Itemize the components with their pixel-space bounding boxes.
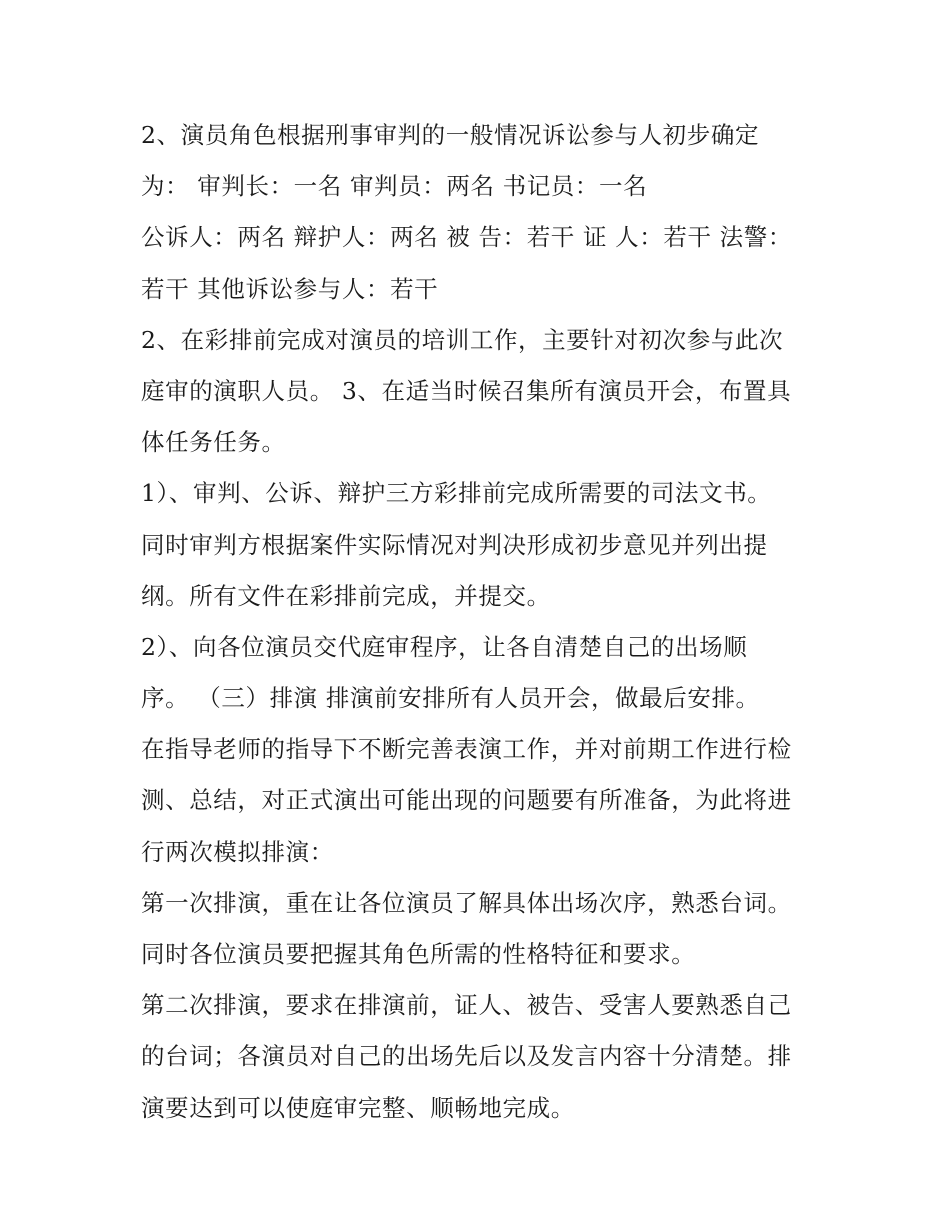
text-line: 体任务任务。 (141, 428, 286, 457)
text-line: 纲。所有文件在彩排前完成，并提交。 (141, 581, 551, 610)
text-line: 2）、向各位演员交代庭审程序，让各自清楚自己的出场顺 (141, 632, 748, 661)
text-line: 庭审的演职人员。 3、在适当时候召集所有演员开会，布置具 (141, 376, 792, 405)
text-line: 第二次排演，要求在排演前，证人、被告、受害人要熟悉自己 (141, 991, 792, 1020)
text-line: 为： 审判长：一名 审判员：两名 书记员：一名 (141, 172, 648, 201)
text-line: 测、总结，对正式演出可能出现的问题要有所准备，为此将进 (141, 786, 792, 815)
body-text (141, 110, 821, 1134)
text-line: 行两次模拟排演： (141, 837, 334, 866)
text-line: 第一次排演，重在让各位演员了解具体出场次序，熟悉台词。 (141, 888, 792, 917)
text-line: 若干 其他诉讼参与人：若干 (141, 274, 439, 303)
text-line: 演要达到可以使庭审完整、顺畅地完成。 (141, 1093, 575, 1122)
text-line: 公诉人：两名 辩护人：两名 被 告：若干 证 人：若干 法警： (141, 223, 792, 252)
text-line: 的台词；各演员对自己的出场先后以及发言内容十分清楚。排 (141, 1042, 792, 1071)
text-line: 2、在彩排前完成对演员的培训工作，主要针对初次参与此次 (141, 325, 784, 354)
text-line: 1）、审判、公诉、辩护三方彩排前完成所需要的司法文书。 (141, 479, 772, 508)
text-line: 同时审判方根据案件实际情况对判决形成初步意见并列出提 (141, 530, 768, 559)
text-line: 2、演员角色根据刑事审判的一般情况诉讼参与人初步确定 (141, 121, 760, 149)
text-line: 在指导老师的指导下不断完善表演工作，并对前期工作进行检 (141, 735, 792, 764)
text-line: 同时各位演员要把握其角色所需的性格特征和要求。 (141, 940, 696, 968)
text-line: 序。 （三）排演 排演前安排所有人员开会，做最后安排。 (141, 684, 760, 713)
